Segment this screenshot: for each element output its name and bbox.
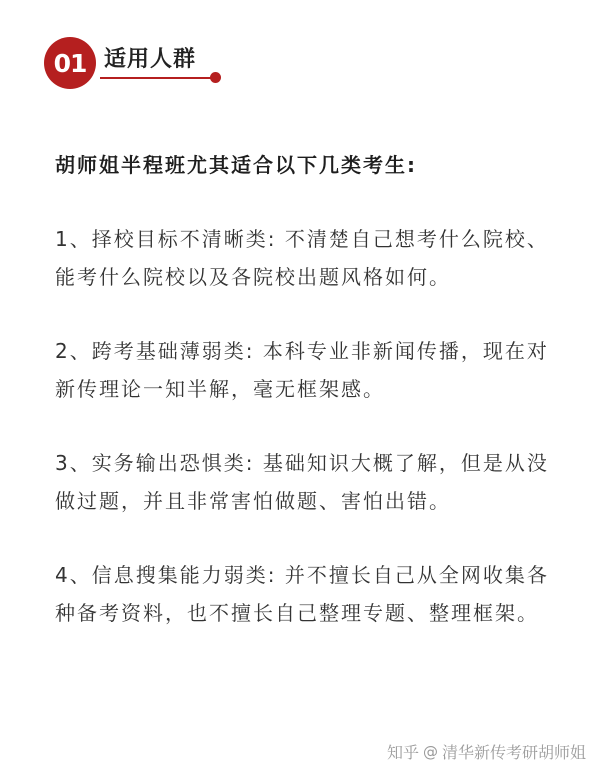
- watermark-platform: 知乎: [386, 743, 419, 762]
- title-underline: [100, 77, 216, 79]
- list-item: 4、信息搜集能力弱类: 并不擅长自己从全网收集各种备考资料，也不擅长自己整理专题、整理框架。: [55, 563, 549, 625]
- list-item: 2、跨考基础薄弱类: 本科专业非新闻传播，现在对新传理论一知半解，毫无框架感。: [55, 339, 549, 401]
- watermark-author: 清华新传考研胡师姐: [441, 743, 586, 762]
- article-body: [55, 146, 555, 668]
- section-title: 适用人群: [104, 47, 197, 72]
- title-underline-dot: [210, 72, 221, 83]
- list-item: 3、实务输出恐惧类: 基础知识大概了解，但是从没做过题，并且非常害怕做题、害怕出错。: [55, 451, 549, 513]
- list-item: 1、择校目标不清晰类: 不清楚自己想考什么院校、能考什么院校以及各院校出题风格如何。: [55, 227, 549, 289]
- section-header: [0, 0, 600, 110]
- at-icon: @: [422, 742, 438, 761]
- intro-paragraph: 胡师姐半程班尤其适合以下几类考生:: [55, 153, 417, 177]
- watermark: [387, 740, 586, 763]
- section-number-badge: 01: [44, 37, 96, 89]
